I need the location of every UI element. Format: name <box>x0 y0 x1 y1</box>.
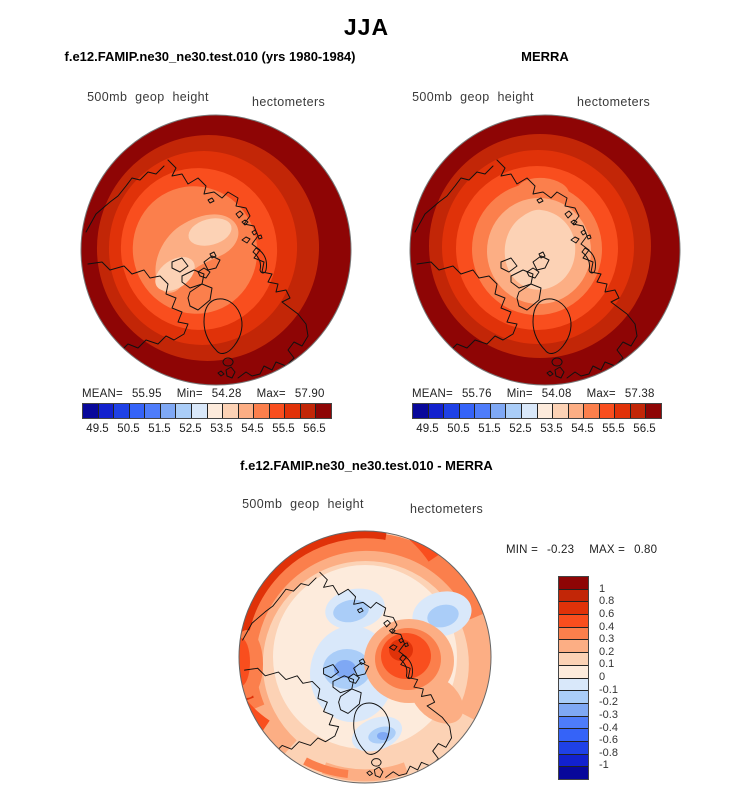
colorbar-cell <box>161 404 177 418</box>
colorbar-cell <box>460 404 476 418</box>
colorbar-cell <box>83 404 99 418</box>
colorbar-obs <box>412 403 662 419</box>
colorbar-cell <box>270 404 286 418</box>
mean-value: 55.95 <box>131 388 162 400</box>
colorbar-cell <box>559 590 588 603</box>
min-label: Min= <box>176 388 203 400</box>
max-value: 0.80 <box>634 544 658 556</box>
colorbar-cell <box>114 404 130 418</box>
season-title: JJA <box>343 14 390 40</box>
colorbar-cell <box>559 729 588 742</box>
colorbar-cell <box>600 404 616 418</box>
mean-value: 55.76 <box>461 388 492 400</box>
colorbar-cell <box>559 679 588 692</box>
colorbar-cell <box>254 404 270 418</box>
colorbar-tick-label: 54.5 <box>571 423 594 435</box>
field-label-model: 500mb geop height <box>87 90 209 104</box>
colorbar-cell <box>444 404 460 418</box>
colorbar-tick-label: 0.1 <box>599 658 615 671</box>
colorbar-cell <box>559 602 588 615</box>
colorbar-tick-label: -1 <box>599 759 609 772</box>
colorbar-cell <box>316 404 331 418</box>
colorbar-tick-label: 54.5 <box>241 423 264 435</box>
colorbar-tick-label: -0.8 <box>599 746 618 759</box>
colorbar-cell <box>615 404 631 418</box>
colorbar-tick-label: 0 <box>599 671 606 683</box>
colorbar-tick-label: 52.5 <box>509 423 532 435</box>
colorbar-tick-label: -0.4 <box>599 721 618 734</box>
colorbar-cell <box>559 755 588 768</box>
map-model <box>80 114 352 386</box>
mean-label: MEAN= <box>82 388 123 400</box>
colorbar-cell <box>239 404 255 418</box>
colorbar-cell <box>429 404 445 418</box>
units-label-diff: hectometers <box>410 502 484 516</box>
map-diff <box>237 529 493 785</box>
colorbar-cell <box>145 404 161 418</box>
min-label: MIN = <box>506 544 538 556</box>
map-obs <box>409 114 681 386</box>
colorbar-tick-label: 0.8 <box>599 595 615 608</box>
colorbar-tick-label: 51.5 <box>148 423 171 435</box>
colorbar-tick-label: -0.3 <box>599 708 618 721</box>
colorbar-tick-label: 1 <box>599 582 606 595</box>
colorbar-tick-label: 0.6 <box>599 607 615 620</box>
max-label: Max= <box>256 388 286 400</box>
colorbar-tick-label: 53.5 <box>540 423 563 435</box>
colorbar-cell <box>559 653 588 666</box>
colorbar-cell <box>559 742 588 755</box>
colorbar-cell <box>99 404 115 418</box>
mean-label: MEAN= <box>412 388 453 400</box>
colorbar-cell <box>192 404 208 418</box>
colorbar-cell <box>130 404 146 418</box>
panel-title-model: f.e12.FAMIP.ne30_ne30.test.010 (yrs 1980-1984) <box>64 49 356 64</box>
min-value: 54.28 <box>211 388 242 400</box>
colorbar-tick-label: 56.5 <box>633 423 656 435</box>
colorbar-cell <box>176 404 192 418</box>
colorbar-tick-label: 55.5 <box>602 423 625 435</box>
colorbar-model <box>82 403 332 419</box>
colorbar-cell <box>522 404 538 418</box>
colorbar-cell <box>559 615 588 628</box>
colorbar-tick-label: 0.3 <box>599 633 615 646</box>
colorbar-cell <box>559 767 588 779</box>
colorbar-tick-label: 56.5 <box>303 423 326 435</box>
colorbar-tick-label: 52.5 <box>179 423 202 435</box>
min-value: 54.08 <box>541 388 572 400</box>
colorbar-cell <box>559 691 588 704</box>
panel-title-obs: MERRA <box>521 49 569 64</box>
colorbar-cell <box>208 404 224 418</box>
panel-title-diff: f.e12.FAMIP.ne30_ne30.test.010 - MERRA <box>240 458 493 473</box>
colorbar-cell <box>569 404 585 418</box>
colorbar-cell <box>538 404 554 418</box>
colorbar-cell <box>491 404 507 418</box>
colorbar-cell <box>559 628 588 641</box>
colorbar-cell <box>559 717 588 730</box>
max-label: MAX = <box>589 544 626 556</box>
colorbar-tick-label: 0.4 <box>599 620 615 633</box>
max-label: Max= <box>586 388 616 400</box>
colorbar-tick-label: 0.2 <box>599 645 615 658</box>
min-value: -0.23 <box>547 544 575 556</box>
colorbar-cell <box>584 404 600 418</box>
stats-diff <box>506 544 672 556</box>
colorbar-tick-label: 49.5 <box>416 423 439 435</box>
colorbar-cell <box>223 404 239 418</box>
colorbar-ticks-model <box>82 423 330 437</box>
colorbar-cell <box>553 404 569 418</box>
colorbar-tick-label: -0.2 <box>599 696 618 709</box>
colorbar-tick-label: 50.5 <box>447 423 470 435</box>
colorbar-cell <box>646 404 661 418</box>
field-label-obs: 500mb geop height <box>412 90 534 104</box>
units-label-model: hectometers <box>252 95 326 109</box>
colorbar-tick-label: 49.5 <box>86 423 109 435</box>
colorbar-tick-label: 53.5 <box>210 423 233 435</box>
field-label-diff: 500mb geop height <box>242 497 364 511</box>
colorbar-cell <box>631 404 647 418</box>
colorbar-cell <box>506 404 522 418</box>
colorbar-ticks-diff <box>591 576 635 778</box>
stats-obs <box>412 388 670 400</box>
colorbar-cell <box>475 404 491 418</box>
colorbar-cell <box>301 404 317 418</box>
max-value: 57.90 <box>294 388 325 400</box>
colorbar-tick-label: -0.1 <box>599 683 618 696</box>
max-value: 57.38 <box>624 388 655 400</box>
colorbar-tick-label: 51.5 <box>478 423 501 435</box>
units-label-obs: hectometers <box>577 95 651 109</box>
colorbar-cell <box>413 404 429 418</box>
colorbar-diff <box>558 576 589 780</box>
colorbar-tick-label: 50.5 <box>117 423 140 435</box>
colorbar-cell <box>559 640 588 653</box>
min-label: Min= <box>506 388 533 400</box>
colorbar-cell <box>559 577 588 590</box>
colorbar-cell <box>559 666 588 679</box>
stats-model <box>82 388 340 400</box>
colorbar-cell <box>559 704 588 717</box>
colorbar-tick-label: 55.5 <box>272 423 295 435</box>
colorbar-ticks-obs <box>412 423 660 437</box>
colorbar-tick-label: -0.6 <box>599 734 618 747</box>
colorbar-cell <box>285 404 301 418</box>
